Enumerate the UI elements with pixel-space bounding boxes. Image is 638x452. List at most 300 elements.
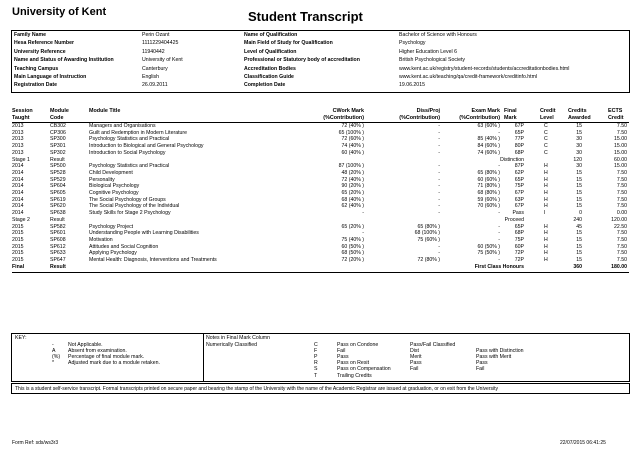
cell-level: H (544, 183, 548, 190)
code-letter: F (314, 347, 318, 354)
cell-exam: 60 (50% ) (477, 243, 500, 250)
cell-module-code: SP601 (50, 230, 66, 237)
cell-level: H (544, 196, 548, 203)
cell-cwork: 68 (50% ) (341, 250, 364, 257)
cell-credits: 15 (576, 203, 582, 210)
cell-module-code: Result (50, 263, 66, 270)
cell-ects: 7.50 (616, 129, 627, 136)
timestamp: 22/07/2015 06:41:25 (560, 440, 606, 446)
table-row (12, 143, 629, 150)
cell-credits: 15 (576, 236, 582, 243)
cell-credits: 30 (576, 149, 582, 156)
cell-level: H (544, 243, 548, 250)
cell-credits: 15 (576, 183, 582, 190)
cell-session: 2015 (12, 257, 24, 263)
col-credits-header: Credits Awarded (568, 108, 591, 121)
pf-code: Pass (410, 360, 422, 367)
cell-exam: 75 (50% ) (477, 250, 500, 257)
col-ects-header: ECTS Credit (608, 108, 624, 121)
cell-module-code: SP529 (50, 176, 66, 183)
cell-module-title: Attitudes and Social Cognition (89, 243, 159, 250)
cell-session: 2014 (12, 163, 24, 170)
cell-final-mark: 75P (514, 183, 524, 190)
notice-text: This is a student self-service transcript. Formal transcripts printed on secure paper and bearing the stamp of the University with the name of the Academic Registrar are issued at graduation, or on exit from the University (15, 386, 499, 392)
cell-module-code: Result (50, 216, 65, 223)
cell-module-code: SP500 (50, 163, 66, 170)
pf-code: Fail (410, 366, 419, 373)
table-row (12, 123, 629, 130)
info-value: www.kent.ac.uk/registry/student-records/students/accreditationbodies.html (399, 65, 570, 72)
cell-session: 2014 (12, 169, 24, 176)
cell-diss: 75 (60% ) (417, 236, 440, 243)
cell-module-title: Study Skills for Stage 2 Psychology (89, 210, 171, 217)
cell-module-code: SP528 (50, 169, 66, 176)
cell-module-title: Psychology Statistics and Practical (89, 163, 170, 170)
cell-ects: 120.00 (611, 216, 627, 223)
pf-text: Pass with Merit (476, 353, 512, 360)
info-value: 11940442 (142, 48, 165, 55)
notice-box (11, 383, 630, 394)
cell-session: 2015 (12, 243, 24, 250)
code-letter: P (314, 353, 318, 360)
cell-session: 2014 (12, 190, 24, 196)
key-symbol: (%) (52, 353, 61, 360)
cell-ects: 15.00 (614, 136, 627, 143)
cell-exam: 63 (60% ) (477, 123, 500, 129)
cell-cwork: 72 (40% ) (341, 176, 364, 183)
cell-credits: 15 (576, 129, 582, 136)
info-value: University of Kent (142, 57, 183, 64)
cell-exam: 70 (60% ) (477, 203, 500, 210)
cell-final-mark: Distinction (500, 156, 524, 163)
cell-ects: 7.50 (616, 236, 627, 243)
module-table (12, 108, 629, 276)
info-label: Main Field of Study for Qualification (244, 40, 333, 47)
key-text: Percentage of final module mark. (68, 353, 145, 360)
info-value: 19.06.2015 (399, 82, 425, 89)
cell-cwork: 62 (40% ) (341, 203, 364, 210)
col-title-header: Module Title (89, 108, 121, 114)
col-final-header: Final Mark (504, 108, 517, 121)
cell-ects: 0.00 (616, 210, 627, 217)
cell-credits: 360 (573, 263, 582, 270)
key-symbol: A (52, 347, 56, 354)
cell-module-title: Psychology Statistics and Practical (89, 136, 170, 143)
cell-cwork: 68 (40% ) (341, 196, 364, 203)
cell-module-title: Managers and Organisations (89, 123, 156, 129)
key-symbol: - (52, 341, 54, 348)
cell-credits: 45 (576, 223, 582, 230)
cell-exam: 84 (60% ) (477, 143, 500, 150)
cell-ects: 7.50 (616, 123, 627, 129)
cell-session: 2013 (12, 149, 24, 156)
cell-level: C (544, 136, 548, 143)
cell-level: H (544, 236, 548, 243)
cell-session: Stage 1 (12, 156, 30, 163)
cell-module-title: Cognitive Psychology (89, 190, 139, 196)
info-value: Psychology (399, 40, 426, 47)
table-header-divider (12, 122, 629, 123)
cell-level: H (544, 163, 548, 170)
cell-module-code: SP612 (50, 243, 66, 250)
key-text: Not Applicable. (68, 341, 103, 348)
cell-cwork: 90 (20% ) (341, 183, 364, 190)
key-divider (203, 334, 204, 381)
page-title: Student Transcript (248, 9, 363, 24)
cell-exam: 85 (40% ) (477, 136, 500, 143)
university-name: University of Kent (12, 6, 107, 18)
cell-final-mark: 65P (514, 223, 524, 230)
cell-credits: 30 (576, 163, 582, 170)
pf-text: Pass with Distinction (476, 347, 524, 354)
cell-module-code: SP300 (50, 136, 66, 143)
cell-credits: 15 (576, 250, 582, 257)
cell-module-title: Mental Health: Diagnosis, Interventions and Treatments (89, 257, 217, 263)
cell-module-code: Result (50, 156, 65, 163)
cell-ects: 7.50 (616, 257, 627, 263)
cell-cwork: 65 (20% ) (341, 190, 364, 196)
cell-final-mark: First Class Honours (474, 263, 524, 270)
pf-text: Fail (476, 366, 485, 373)
code-letter: C (314, 341, 318, 348)
cell-diss: - (438, 210, 440, 217)
cell-module-title: Biological Psychology (89, 183, 140, 190)
info-value: Canterbury (142, 65, 168, 72)
code-letter: S (314, 366, 318, 373)
code-text: Pass (337, 353, 349, 360)
table-row (12, 224, 629, 231)
student-info-box (11, 30, 630, 93)
cell-module-title: Motivation (89, 236, 113, 243)
cell-module-title: Guilt and Redemption in Modern Literature (89, 129, 188, 136)
cell-level: I (544, 210, 546, 217)
cell-credits: 30 (576, 136, 582, 143)
info-label: Hesa Reference Number (14, 40, 74, 47)
notes-title: Notes in Final Mark Column (206, 335, 271, 341)
cell-module-code: CB302 (50, 123, 66, 129)
cell-cwork: 72 (40% ) (341, 123, 364, 129)
cell-session: 2013 (12, 129, 24, 136)
table-row (12, 250, 629, 257)
cell-diss: - (438, 243, 440, 250)
cell-session: 2014 (12, 196, 24, 203)
table-row (12, 183, 629, 190)
cell-cwork: - (362, 230, 364, 237)
cell-cwork: 48 (20% ) (341, 169, 364, 176)
cell-module-title: Psychology Project (89, 223, 134, 230)
cell-final-mark: Pass (512, 210, 524, 217)
cell-credits: 120 (573, 156, 582, 163)
info-value: 26.09.2011 (142, 82, 168, 89)
cell-cwork: 75 (40% ) (341, 236, 364, 243)
cell-diss: - (438, 163, 440, 170)
info-label: Registration Date (14, 82, 57, 89)
info-label: Completion Date (244, 82, 286, 89)
cell-module-code: SP582 (50, 223, 66, 230)
cell-credits: 240 (573, 216, 582, 223)
cell-module-code: SP301 (50, 143, 66, 150)
cell-final-mark: 80P (514, 143, 524, 150)
cell-diss: - (438, 183, 440, 190)
info-label: University Reference (14, 48, 66, 55)
cell-level: C (544, 129, 548, 136)
cell-cwork: 60 (50% ) (341, 243, 364, 250)
cell-cwork: 72 (20% ) (341, 257, 364, 263)
cell-diss: - (438, 149, 440, 156)
key-box (11, 333, 630, 382)
cell-credits: 15 (576, 169, 582, 176)
cell-credits: 15 (576, 190, 582, 196)
cell-module-title: Personality (89, 176, 115, 183)
cell-ects: 7.50 (616, 196, 627, 203)
table-row (12, 210, 629, 217)
cell-module-title: The Social Psychology of the Individual (89, 203, 180, 210)
info-label: Professional or Statutory body of accreditation (244, 57, 360, 64)
cell-session: 2014 (12, 183, 24, 190)
notes-subtitle: Numerically Classified (206, 341, 258, 348)
cell-level: H (544, 190, 548, 196)
cell-level: H (544, 250, 548, 257)
cell-final-mark: 65P (514, 129, 524, 136)
cell-module-title: Introduction to Biological and General Psychology (89, 143, 204, 150)
cell-exam: - (498, 129, 500, 136)
info-label: Name and Status of Awarding Institution (14, 57, 114, 64)
code-text: Fail (337, 347, 346, 354)
table-row (12, 197, 629, 204)
final-result-row (12, 264, 629, 271)
cell-cwork: 60 (40% ) (341, 149, 364, 156)
cell-level: C (544, 143, 548, 150)
cell-exam: - (498, 257, 500, 263)
cell-session: 2015 (12, 236, 24, 243)
cell-final-mark: 72P (514, 250, 524, 257)
table-row (12, 163, 629, 170)
table-row (12, 190, 629, 197)
cell-module-code: SP638 (50, 210, 66, 217)
cell-ects: 7.50 (616, 203, 627, 210)
cell-level: C (544, 123, 548, 129)
cell-final-mark: 60P (514, 243, 524, 250)
table-row (12, 150, 629, 157)
cell-ects: 60.00 (614, 156, 627, 163)
cell-ects: 7.50 (616, 230, 627, 237)
form-ref: Form Ref: sds/ws3r3 (12, 440, 59, 446)
cell-ects: 7.50 (616, 250, 627, 257)
code-text: Trailing Credits (337, 372, 372, 379)
cell-level: H (544, 230, 548, 237)
info-value: www.kent.ac.uk/teaching/qa/credit-framework/creditinfo.html (399, 74, 538, 80)
cell-exam: - (498, 236, 500, 243)
info-value: British Psychological Society (399, 57, 466, 64)
cell-diss: - (438, 136, 440, 143)
cell-diss: - (438, 190, 440, 196)
table-row (12, 217, 629, 224)
info-label: Name of Qualification (244, 32, 298, 38)
cell-module-title: Understanding People with Learning Disabilities (89, 230, 199, 237)
cell-ects: 7.50 (616, 176, 627, 183)
cell-final-mark: 65P (514, 176, 524, 183)
cell-diss: 68 (100% ) (414, 230, 440, 237)
table-row (12, 237, 629, 244)
cell-level: H (544, 203, 548, 210)
cell-final-mark: 67P (514, 203, 524, 210)
table-row (12, 130, 629, 137)
cell-final-mark: 75P (514, 236, 524, 243)
cell-module-title: Child Development (89, 169, 133, 176)
cell-session: 2015 (12, 250, 24, 257)
table-row (12, 136, 629, 143)
key-text: Adjusted mark due to a module retaken. (68, 360, 160, 367)
cell-session: 2015 (12, 223, 24, 230)
info-label: Teaching Campus (14, 65, 59, 72)
cell-level: H (544, 257, 548, 263)
col-session-header: Session Taught (12, 108, 33, 121)
cell-level: H (544, 223, 548, 230)
key-symbol: * (52, 360, 55, 367)
cell-final-mark: 68P (514, 149, 524, 156)
cell-exam: 74 (60% ) (477, 149, 500, 156)
cell-ects: 22.50 (614, 223, 627, 230)
cell-final-mark: 77P (514, 136, 524, 143)
col-module-header: Module Code (50, 108, 69, 121)
cell-exam: - (498, 223, 500, 230)
cell-diss: 72 (80% ) (417, 257, 440, 263)
cell-exam: 71 (80% ) (477, 183, 500, 190)
pf-title: Pass/Fail Classified (410, 341, 456, 348)
cell-final-mark: 62P (514, 169, 524, 176)
cell-credits: 0 (579, 210, 582, 217)
cell-credits: 15 (576, 176, 582, 183)
table-row (12, 203, 629, 210)
cell-level: H (544, 169, 548, 176)
key-text: Absent from examination. (68, 347, 127, 354)
cell-ects: 15.00 (614, 163, 627, 170)
pf-text: Pass (476, 360, 488, 367)
cell-ects: 15.00 (614, 149, 627, 156)
cell-module-code: SP647 (50, 257, 66, 263)
cell-ects: 7.50 (616, 243, 627, 250)
cell-exam: 60 (60% ) (477, 176, 500, 183)
col-diss-header: Diss/Proj (%Contribution) (399, 108, 440, 121)
cell-credits: 15 (576, 243, 582, 250)
cell-exam: 59 (60% ) (477, 196, 500, 203)
cell-diss: - (438, 203, 440, 210)
cell-final-mark: 68P (514, 230, 524, 237)
cell-exam: 65 (80% ) (477, 169, 500, 176)
info-label: Main Language of Instruction (14, 74, 87, 80)
cell-exam: 68 (80% ) (477, 190, 500, 196)
code-text: Pass on Compensation (337, 366, 391, 373)
table-row (12, 170, 629, 177)
table-bottom-rule (12, 272, 629, 273)
cell-final-mark: Proceed (504, 216, 524, 223)
cell-credits: 30 (576, 143, 582, 150)
cell-diss: - (438, 250, 440, 257)
table-row (12, 244, 629, 251)
cell-ects: 15.00 (614, 143, 627, 150)
cell-exam: - (498, 210, 500, 217)
cell-final-mark: 67P (514, 190, 524, 196)
cell-session: 2014 (12, 210, 24, 217)
cell-session: 2013 (12, 136, 24, 143)
info-value: Bachelor of Science with Honours (399, 32, 477, 38)
table-row (12, 157, 629, 164)
cell-ects: 7.50 (616, 190, 627, 196)
cell-module-title: The Social Psychology of Groups (89, 196, 166, 203)
cell-session: 2015 (12, 230, 24, 237)
col-level-header: Credit Level (540, 108, 556, 121)
cell-final-mark: 67P (514, 123, 524, 129)
cell-level: C (544, 149, 548, 156)
table-row (12, 230, 629, 237)
cell-cwork: 87 (100% ) (338, 163, 364, 170)
cell-final-mark: 72P (514, 257, 524, 263)
cell-session: 2013 (12, 123, 24, 129)
cell-module-code: SP608 (50, 236, 66, 243)
cell-session: Stage 2 (12, 216, 30, 223)
cell-session: 2013 (12, 143, 24, 150)
cell-final-mark: 87P (514, 163, 524, 170)
cell-level: H (544, 176, 548, 183)
cell-module-code: SP633 (50, 250, 66, 257)
info-label: Classification Guide (244, 74, 294, 80)
cell-diss: - (438, 129, 440, 136)
cell-module-code: CP306 (50, 129, 66, 136)
table-row (12, 257, 629, 264)
cell-cwork: 65 (100% ) (338, 129, 364, 136)
cell-module-code: SP620 (50, 203, 66, 210)
info-value: Higher Education Level 6 (399, 48, 457, 55)
cell-module-title: Introduction to Social Psychology (89, 149, 166, 156)
info-value: English (142, 74, 160, 80)
cell-cwork: - (362, 210, 364, 217)
key-title: KEY: (15, 335, 27, 341)
cell-ects: 7.50 (616, 183, 627, 190)
info-label: Family Name (14, 32, 47, 38)
cell-credits: 15 (576, 196, 582, 203)
cell-credits: 15 (576, 257, 582, 263)
col-cwork-header: CWork Mark (%Contribution) (323, 108, 364, 121)
pf-code: Dist (410, 347, 419, 354)
info-label: Level of Qualification (244, 48, 297, 55)
cell-diss: - (438, 169, 440, 176)
cell-diss: - (438, 123, 440, 129)
code-text: Pass on Resit (337, 360, 370, 367)
table-row (12, 177, 629, 184)
cell-diss: - (438, 176, 440, 183)
col-exam-header: Exam Mark (%Contribution) (459, 108, 500, 121)
cell-session: 2014 (12, 176, 24, 183)
cell-final-mark: 63P (514, 196, 524, 203)
cell-cwork: 74 (40% ) (341, 143, 364, 150)
cell-module-code: SP605 (50, 190, 66, 196)
pf-code: Merit (410, 353, 422, 360)
cell-exam: - (498, 163, 500, 170)
code-text: Pass on Condone (337, 341, 379, 348)
cell-diss: - (438, 143, 440, 150)
cell-ects: 7.50 (616, 169, 627, 176)
cell-diss: 65 (80% ) (417, 223, 440, 230)
info-value: 1111229404425 (142, 40, 179, 47)
cell-cwork: 72 (60% ) (341, 136, 364, 143)
info-value: Perin Ozant (142, 32, 170, 38)
cell-module-code: SP302 (50, 149, 66, 156)
cell-module-code: SP604 (50, 183, 66, 190)
code-letter: R (314, 360, 318, 367)
cell-ects: 180.00 (611, 263, 627, 270)
code-letter: T (314, 372, 318, 379)
cell-session: 2014 (12, 203, 24, 210)
